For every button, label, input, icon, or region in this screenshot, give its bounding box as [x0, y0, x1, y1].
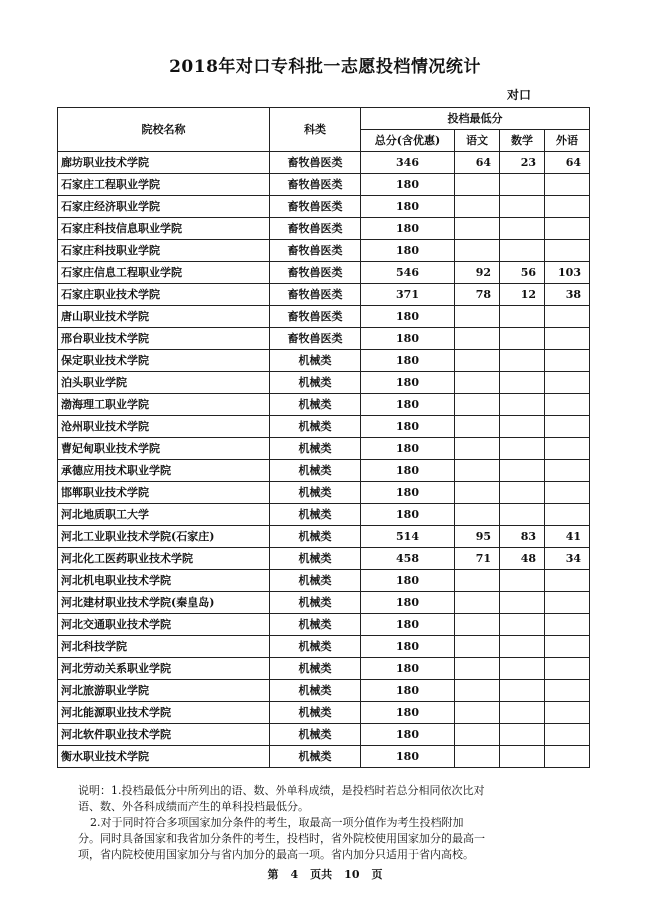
table-row: [58, 504, 590, 526]
school-cell: 河北科技学院: [58, 636, 270, 658]
chinese-cell: 71: [455, 548, 500, 570]
table-row: [58, 658, 590, 680]
math-cell: [500, 570, 545, 592]
table-row: [58, 372, 590, 394]
school-cell: 邯郸职业技术学院: [58, 482, 270, 504]
category-cell: 畜牧兽医类: [270, 328, 361, 350]
category-cell: 机械类: [270, 350, 361, 372]
table-row: [58, 548, 590, 570]
english-cell: [545, 658, 590, 680]
math-cell: [500, 416, 545, 438]
math-cell: [500, 614, 545, 636]
note-line: 分。同时具备国家和我省加分条件的考生，投档时，省外院校使用国家加分的最高一: [78, 832, 485, 845]
school-cell: 衡水职业技术学院: [58, 746, 270, 768]
math-cell: 83: [500, 526, 545, 548]
chinese-cell: [455, 570, 500, 592]
english-cell: [545, 174, 590, 196]
chinese-cell: [455, 460, 500, 482]
footer-suffix: 页: [371, 868, 383, 881]
footer-page-total: 10: [344, 868, 360, 881]
table-row: [58, 438, 590, 460]
header-chinese: 语文: [455, 130, 500, 152]
chinese-cell: [455, 174, 500, 196]
header-english: 外语: [545, 130, 590, 152]
english-cell: [545, 372, 590, 394]
category-cell: 机械类: [270, 416, 361, 438]
school-cell: 河北交通职业技术学院: [58, 614, 270, 636]
math-cell: [500, 174, 545, 196]
chinese-cell: [455, 240, 500, 262]
category-cell: 畜牧兽医类: [270, 262, 361, 284]
category-cell: 机械类: [270, 372, 361, 394]
english-cell: [545, 416, 590, 438]
header-school: 院校名称: [58, 108, 270, 152]
category-cell: 机械类: [270, 504, 361, 526]
total-cell: 180: [361, 306, 455, 328]
math-cell: 12: [500, 284, 545, 306]
chinese-cell: [455, 702, 500, 724]
category-cell: 机械类: [270, 658, 361, 680]
english-cell: [545, 196, 590, 218]
school-cell: 石家庄科技信息职业学院: [58, 218, 270, 240]
english-cell: 64: [545, 152, 590, 174]
math-cell: [500, 438, 545, 460]
school-cell: 石家庄经济职业学院: [58, 196, 270, 218]
category-cell: 畜牧兽医类: [270, 152, 361, 174]
total-cell: 180: [361, 240, 455, 262]
total-cell: 180: [361, 746, 455, 768]
math-cell: [500, 724, 545, 746]
school-cell: 河北软件职业技术学院: [58, 724, 270, 746]
category-cell: 畜牧兽医类: [270, 174, 361, 196]
school-cell: 石家庄信息工程职业学院: [58, 262, 270, 284]
english-cell: [545, 438, 590, 460]
english-cell: 38: [545, 284, 590, 306]
school-cell: 河北建材职业技术学院(秦皇岛): [58, 592, 270, 614]
english-cell: [545, 614, 590, 636]
school-cell: 石家庄工程职业学院: [58, 174, 270, 196]
category-cell: 机械类: [270, 548, 361, 570]
math-cell: [500, 702, 545, 724]
math-cell: [500, 350, 545, 372]
math-cell: 23: [500, 152, 545, 174]
school-cell: 承德应用技术职业学院: [58, 460, 270, 482]
english-cell: [545, 350, 590, 372]
note-line: 项，省内院校使用国家加分与省内加分的最高一项。省内加分只适用于省内高校。: [78, 848, 474, 861]
school-cell: 保定职业技术学院: [58, 350, 270, 372]
category-cell: 机械类: [270, 482, 361, 504]
page-footer: [0, 866, 650, 882]
school-cell: 廊坊职业技术学院: [58, 152, 270, 174]
english-cell: [545, 724, 590, 746]
category-cell: 畜牧兽医类: [270, 218, 361, 240]
math-cell: [500, 482, 545, 504]
table-row: [58, 350, 590, 372]
footer-mid: 页共: [310, 868, 333, 881]
math-cell: [500, 680, 545, 702]
total-cell: 180: [361, 658, 455, 680]
table-row: [58, 724, 590, 746]
english-cell: [545, 636, 590, 658]
total-cell: 180: [361, 504, 455, 526]
school-cell: 沧州职业技术学院: [58, 416, 270, 438]
total-cell: 514: [361, 526, 455, 548]
category-cell: 机械类: [270, 636, 361, 658]
category-cell: 机械类: [270, 592, 361, 614]
english-cell: [545, 570, 590, 592]
english-cell: [545, 306, 590, 328]
page-subtitle: 对口: [507, 88, 532, 102]
header-category: 科类: [270, 108, 361, 152]
english-cell: [545, 218, 590, 240]
school-cell: 河北地质职工大学: [58, 504, 270, 526]
chinese-cell: [455, 438, 500, 460]
table-row: [58, 284, 590, 306]
category-cell: 机械类: [270, 526, 361, 548]
total-cell: 180: [361, 614, 455, 636]
school-cell: 河北旅游职业学院: [58, 680, 270, 702]
total-cell: 180: [361, 196, 455, 218]
note-line: 2.对于同时符合多项国家加分条件的考生，取最高一项分值作为考生投档附加: [90, 816, 464, 829]
table-row: [58, 262, 590, 284]
total-cell: 180: [361, 438, 455, 460]
notes: [78, 783, 608, 863]
school-cell: 石家庄科技职业学院: [58, 240, 270, 262]
school-cell: 河北劳动关系职业学院: [58, 658, 270, 680]
category-cell: 机械类: [270, 702, 361, 724]
school-cell: 石家庄职业技术学院: [58, 284, 270, 306]
school-cell: 唐山职业技术学院: [58, 306, 270, 328]
school-cell: 曹妃甸职业技术学院: [58, 438, 270, 460]
table-row: [58, 482, 590, 504]
category-cell: 机械类: [270, 680, 361, 702]
table-row: [58, 614, 590, 636]
math-cell: [500, 394, 545, 416]
chinese-cell: [455, 504, 500, 526]
chinese-cell: [455, 724, 500, 746]
math-cell: [500, 372, 545, 394]
chinese-cell: [455, 746, 500, 768]
table-row: [58, 240, 590, 262]
school-cell: 泊头职业学院: [58, 372, 270, 394]
total-cell: 180: [361, 592, 455, 614]
chinese-cell: [455, 196, 500, 218]
category-cell: 机械类: [270, 614, 361, 636]
english-cell: [545, 592, 590, 614]
chinese-cell: [455, 680, 500, 702]
total-cell: 180: [361, 702, 455, 724]
category-cell: 机械类: [270, 724, 361, 746]
school-cell: 河北机电职业技术学院: [58, 570, 270, 592]
chinese-cell: [455, 218, 500, 240]
note-line: 语、数、外各科成绩而产生的单科投档最低分。: [78, 800, 309, 813]
chinese-cell: 92: [455, 262, 500, 284]
total-cell: 180: [361, 394, 455, 416]
table-row: [58, 702, 590, 724]
chinese-cell: [455, 636, 500, 658]
footer-page-current: 4: [290, 868, 299, 881]
category-cell: 机械类: [270, 394, 361, 416]
table-row: [58, 460, 590, 482]
school-cell: 河北工业职业技术学院(石家庄): [58, 526, 270, 548]
english-cell: [545, 504, 590, 526]
table-row: [58, 394, 590, 416]
note-line: 说明：1.投档最低分中所列出的语、数、外单科成绩，是投档时若总分相同依次比对: [78, 784, 485, 797]
math-cell: [500, 636, 545, 658]
english-cell: [545, 702, 590, 724]
table-row: [58, 328, 590, 350]
header-math: 数学: [500, 130, 545, 152]
table-row: [58, 680, 590, 702]
chinese-cell: 78: [455, 284, 500, 306]
total-cell: 346: [361, 152, 455, 174]
table-row: [58, 526, 590, 548]
total-cell: 180: [361, 482, 455, 504]
chinese-cell: [455, 416, 500, 438]
category-cell: 机械类: [270, 438, 361, 460]
chinese-cell: [455, 306, 500, 328]
total-cell: 546: [361, 262, 455, 284]
table-row: [58, 570, 590, 592]
chinese-cell: [455, 592, 500, 614]
english-cell: [545, 680, 590, 702]
category-cell: 机械类: [270, 746, 361, 768]
total-cell: 180: [361, 680, 455, 702]
total-cell: 180: [361, 416, 455, 438]
math-cell: [500, 658, 545, 680]
total-cell: 180: [361, 328, 455, 350]
english-cell: [545, 394, 590, 416]
math-cell: 48: [500, 548, 545, 570]
category-cell: 畜牧兽医类: [270, 284, 361, 306]
header-total: 总分(含优惠): [361, 130, 455, 152]
math-cell: [500, 460, 545, 482]
total-cell: 180: [361, 174, 455, 196]
chinese-cell: [455, 482, 500, 504]
table-row: [58, 174, 590, 196]
math-cell: [500, 746, 545, 768]
chinese-cell: [455, 394, 500, 416]
chinese-cell: [455, 658, 500, 680]
english-cell: [545, 746, 590, 768]
english-cell: [545, 328, 590, 350]
math-cell: [500, 196, 545, 218]
header-min-score: 投档最低分: [361, 108, 590, 130]
school-cell: 河北化工医药职业技术学院: [58, 548, 270, 570]
chinese-cell: 64: [455, 152, 500, 174]
table-body: [58, 152, 590, 768]
math-cell: [500, 592, 545, 614]
english-cell: 103: [545, 262, 590, 284]
english-cell: 34: [545, 548, 590, 570]
table-row: [58, 636, 590, 658]
chinese-cell: [455, 328, 500, 350]
category-cell: 畜牧兽医类: [270, 240, 361, 262]
math-cell: 56: [500, 262, 545, 284]
english-cell: 41: [545, 526, 590, 548]
math-cell: [500, 240, 545, 262]
chinese-cell: [455, 350, 500, 372]
math-cell: [500, 504, 545, 526]
english-cell: [545, 460, 590, 482]
school-cell: 河北能源职业技术学院: [58, 702, 270, 724]
table-row: [58, 746, 590, 768]
table-row: [58, 218, 590, 240]
table-row: [58, 306, 590, 328]
total-cell: 180: [361, 218, 455, 240]
english-cell: [545, 482, 590, 504]
category-cell: 畜牧兽医类: [270, 196, 361, 218]
total-cell: 458: [361, 548, 455, 570]
total-cell: 371: [361, 284, 455, 306]
total-cell: 180: [361, 372, 455, 394]
total-cell: 180: [361, 636, 455, 658]
table-row: [58, 592, 590, 614]
school-cell: 渤海理工职业学院: [58, 394, 270, 416]
math-cell: [500, 328, 545, 350]
school-cell: 邢台职业技术学院: [58, 328, 270, 350]
category-cell: 机械类: [270, 570, 361, 592]
math-cell: [500, 218, 545, 240]
total-cell: 180: [361, 460, 455, 482]
page-title: 2018年对口专科批一志愿投档情况统计: [169, 57, 481, 77]
total-cell: 180: [361, 570, 455, 592]
category-cell: 机械类: [270, 460, 361, 482]
english-cell: [545, 240, 590, 262]
chinese-cell: [455, 614, 500, 636]
admission-table: [57, 107, 590, 768]
chinese-cell: [455, 372, 500, 394]
table-row: [58, 152, 590, 174]
category-cell: 畜牧兽医类: [270, 306, 361, 328]
total-cell: 180: [361, 350, 455, 372]
table-row: [58, 196, 590, 218]
footer-prefix: 第: [267, 868, 279, 881]
chinese-cell: 95: [455, 526, 500, 548]
table-row: [58, 416, 590, 438]
total-cell: 180: [361, 724, 455, 746]
math-cell: [500, 306, 545, 328]
